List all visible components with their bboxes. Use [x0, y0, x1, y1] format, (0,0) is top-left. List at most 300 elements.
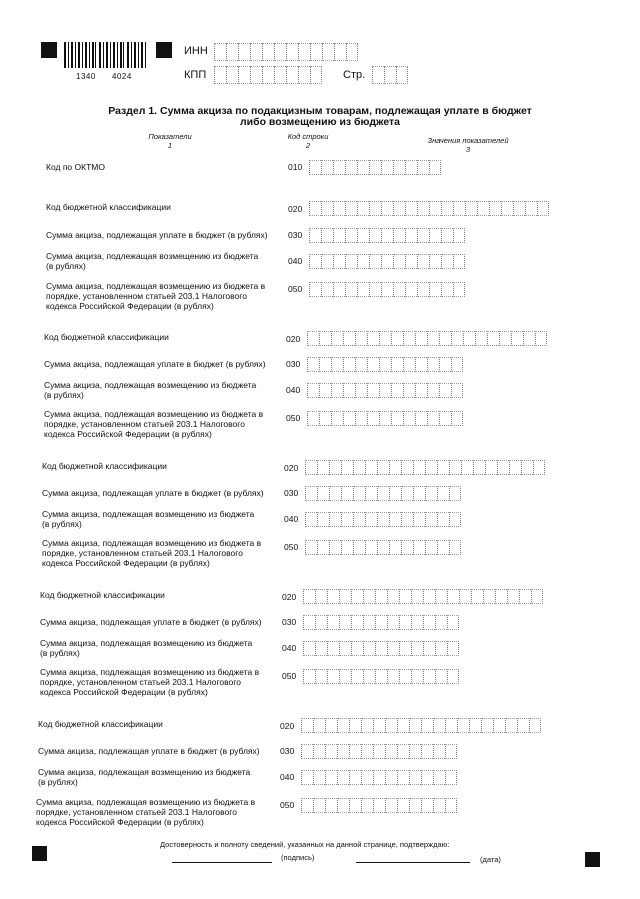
entry-cell[interactable] [319, 383, 331, 398]
entry-cell[interactable] [475, 331, 487, 346]
kbk-field[interactable] [307, 331, 547, 346]
entry-cell[interactable] [303, 641, 315, 656]
entry-cell[interactable] [369, 201, 381, 216]
entry-cell[interactable] [439, 411, 451, 426]
entry-cell[interactable] [525, 201, 537, 216]
entry-cell[interactable] [349, 798, 361, 813]
entry-cell[interactable] [331, 331, 343, 346]
entry-cell[interactable] [429, 254, 441, 269]
entry-cell[interactable] [369, 160, 381, 175]
tax-refund-203-field[interactable] [303, 669, 459, 684]
entry-cell[interactable] [381, 282, 393, 297]
entry-cell[interactable] [401, 512, 413, 527]
entry-cell[interactable] [319, 411, 331, 426]
entry-cell[interactable] [372, 66, 384, 84]
entry-cell[interactable] [301, 798, 313, 813]
entry-cell[interactable] [321, 282, 333, 297]
entry-cell[interactable] [417, 201, 429, 216]
tax-refund-field[interactable] [307, 383, 463, 398]
entry-cell[interactable] [262, 43, 274, 61]
entry-cell[interactable] [333, 201, 345, 216]
entry-cell[interactable] [489, 201, 501, 216]
entry-cell[interactable] [429, 160, 441, 175]
entry-cell[interactable] [349, 770, 361, 785]
entry-cell[interactable] [309, 201, 321, 216]
entry-cell[interactable] [423, 641, 435, 656]
entry-cell[interactable] [377, 460, 389, 475]
entry-cell[interactable] [389, 460, 401, 475]
entry-cell[interactable] [375, 641, 387, 656]
entry-cell[interactable] [449, 486, 461, 501]
entry-cell[interactable] [305, 460, 317, 475]
entry-cell[interactable] [321, 228, 333, 243]
kbk-field[interactable] [301, 718, 541, 733]
entry-cell[interactable] [403, 411, 415, 426]
entry-cell[interactable] [381, 201, 393, 216]
entry-cell[interactable] [305, 540, 317, 555]
entry-cell[interactable] [274, 66, 286, 84]
entry-cell[interactable] [301, 770, 313, 785]
entry-cell[interactable] [487, 331, 499, 346]
entry-cell[interactable] [393, 254, 405, 269]
entry-cell[interactable] [345, 282, 357, 297]
entry-cell[interactable] [315, 615, 327, 630]
entry-cell[interactable] [343, 383, 355, 398]
kbk-field[interactable] [303, 589, 543, 604]
entry-cell[interactable] [427, 331, 439, 346]
entry-cell[interactable] [357, 282, 369, 297]
entry-cell[interactable] [357, 254, 369, 269]
entry-cell[interactable] [369, 282, 381, 297]
entry-cell[interactable] [313, 770, 325, 785]
tax-payable-field[interactable] [309, 228, 465, 243]
entry-cell[interactable] [415, 357, 427, 372]
entry-cell[interactable] [453, 228, 465, 243]
entry-cell[interactable] [513, 201, 525, 216]
entry-cell[interactable] [457, 718, 469, 733]
entry-cell[interactable] [333, 228, 345, 243]
entry-cell[interactable] [301, 718, 313, 733]
entry-cell[interactable] [373, 798, 385, 813]
entry-cell[interactable] [397, 798, 409, 813]
entry-cell[interactable] [238, 43, 250, 61]
entry-cell[interactable] [337, 744, 349, 759]
entry-cell[interactable] [439, 331, 451, 346]
entry-cell[interactable] [537, 201, 549, 216]
tax-refund-field[interactable] [305, 512, 461, 527]
entry-cell[interactable] [521, 460, 533, 475]
entry-cell[interactable] [319, 357, 331, 372]
entry-cell[interactable] [481, 718, 493, 733]
entry-cell[interactable] [333, 160, 345, 175]
entry-cell[interactable] [353, 540, 365, 555]
entry-cell[interactable] [447, 589, 459, 604]
entry-cell[interactable] [433, 744, 445, 759]
entry-cell[interactable] [361, 718, 373, 733]
entry-cell[interactable] [337, 798, 349, 813]
entry-cell[interactable] [379, 383, 391, 398]
entry-cell[interactable] [327, 641, 339, 656]
entry-cell[interactable] [421, 718, 433, 733]
entry-cell[interactable] [391, 411, 403, 426]
entry-cell[interactable] [385, 798, 397, 813]
entry-cell[interactable] [417, 160, 429, 175]
entry-cell[interactable] [517, 718, 529, 733]
entry-cell[interactable] [511, 331, 523, 346]
entry-cell[interactable] [409, 798, 421, 813]
entry-cell[interactable] [361, 744, 373, 759]
entry-cell[interactable] [437, 486, 449, 501]
entry-cell[interactable] [303, 589, 315, 604]
entry-cell[interactable] [423, 669, 435, 684]
oktmo-field[interactable] [309, 160, 441, 175]
entry-cell[interactable] [303, 669, 315, 684]
entry-cell[interactable] [417, 254, 429, 269]
entry-cell[interactable] [433, 718, 445, 733]
entry-cell[interactable] [409, 744, 421, 759]
entry-cell[interactable] [365, 486, 377, 501]
entry-cell[interactable] [396, 66, 408, 84]
entry-cell[interactable] [421, 770, 433, 785]
entry-cell[interactable] [313, 718, 325, 733]
entry-cell[interactable] [384, 66, 396, 84]
entry-cell[interactable] [377, 486, 389, 501]
entry-cell[interactable] [433, 770, 445, 785]
entry-cell[interactable] [401, 486, 413, 501]
entry-cell[interactable] [447, 615, 459, 630]
entry-cell[interactable] [369, 228, 381, 243]
entry-cell[interactable] [437, 540, 449, 555]
entry-cell[interactable] [387, 589, 399, 604]
entry-cell[interactable] [355, 411, 367, 426]
entry-cell[interactable] [365, 512, 377, 527]
entry-cell[interactable] [349, 718, 361, 733]
entry-cell[interactable] [453, 201, 465, 216]
kbk-field[interactable] [309, 201, 549, 216]
entry-cell[interactable] [238, 66, 250, 84]
entry-cell[interactable] [329, 512, 341, 527]
tax-refund-203-field[interactable] [305, 540, 461, 555]
entry-cell[interactable] [317, 512, 329, 527]
entry-cell[interactable] [361, 798, 373, 813]
entry-cell[interactable] [310, 43, 322, 61]
entry-cell[interactable] [298, 66, 310, 84]
entry-cell[interactable] [307, 383, 319, 398]
entry-cell[interactable] [339, 669, 351, 684]
entry-cell[interactable] [405, 282, 417, 297]
entry-cell[interactable] [327, 589, 339, 604]
entry-cell[interactable] [451, 357, 463, 372]
entry-cell[interactable] [451, 383, 463, 398]
entry-cell[interactable] [317, 460, 329, 475]
entry-cell[interactable] [309, 282, 321, 297]
entry-cell[interactable] [423, 615, 435, 630]
entry-cell[interactable] [379, 331, 391, 346]
entry-cell[interactable] [449, 460, 461, 475]
entry-cell[interactable] [425, 540, 437, 555]
entry-cell[interactable] [313, 744, 325, 759]
entry-cell[interactable] [381, 160, 393, 175]
entry-cell[interactable] [529, 718, 541, 733]
entry-cell[interactable] [333, 254, 345, 269]
entry-cell[interactable] [367, 383, 379, 398]
entry-cell[interactable] [445, 718, 457, 733]
tax-payable-field[interactable] [303, 615, 459, 630]
entry-cell[interactable] [309, 228, 321, 243]
entry-cell[interactable] [373, 718, 385, 733]
entry-cell[interactable] [459, 589, 471, 604]
entry-cell[interactable] [535, 331, 547, 346]
entry-cell[interactable] [353, 460, 365, 475]
entry-cell[interactable] [439, 357, 451, 372]
entry-cell[interactable] [363, 669, 375, 684]
entry-cell[interactable] [397, 718, 409, 733]
entry-cell[interactable] [399, 589, 411, 604]
entry-cell[interactable] [435, 615, 447, 630]
entry-cell[interactable] [411, 669, 423, 684]
entry-cell[interactable] [403, 331, 415, 346]
entry-cell[interactable] [533, 460, 545, 475]
entry-cell[interactable] [439, 383, 451, 398]
entry-cell[interactable] [298, 43, 310, 61]
entry-cell[interactable] [379, 357, 391, 372]
entry-cell[interactable] [379, 411, 391, 426]
entry-cell[interactable] [493, 718, 505, 733]
entry-cell[interactable] [421, 744, 433, 759]
entry-cell[interactable] [329, 540, 341, 555]
entry-cell[interactable] [349, 744, 361, 759]
entry-cell[interactable] [343, 357, 355, 372]
entry-cell[interactable] [441, 254, 453, 269]
entry-cell[interactable] [415, 383, 427, 398]
entry-cell[interactable] [310, 66, 322, 84]
entry-cell[interactable] [391, 357, 403, 372]
entry-cell[interactable] [353, 512, 365, 527]
entry-cell[interactable] [226, 66, 238, 84]
entry-cell[interactable] [441, 228, 453, 243]
entry-cell[interactable] [331, 411, 343, 426]
entry-cell[interactable] [322, 43, 334, 61]
entry-cell[interactable] [405, 254, 417, 269]
entry-cell[interactable] [339, 589, 351, 604]
inn-field[interactable] [214, 43, 358, 61]
entry-cell[interactable] [411, 615, 423, 630]
entry-cell[interactable] [385, 744, 397, 759]
entry-cell[interactable] [363, 641, 375, 656]
entry-cell[interactable] [463, 331, 475, 346]
entry-cell[interactable] [405, 228, 417, 243]
entry-cell[interactable] [391, 331, 403, 346]
signature-line[interactable] [172, 862, 272, 863]
entry-cell[interactable] [337, 718, 349, 733]
entry-cell[interactable] [274, 43, 286, 61]
tax-payable-field[interactable] [307, 357, 463, 372]
entry-cell[interactable] [214, 66, 226, 84]
entry-cell[interactable] [427, 383, 439, 398]
entry-cell[interactable] [327, 615, 339, 630]
tax-refund-field[interactable] [301, 770, 457, 785]
entry-cell[interactable] [377, 540, 389, 555]
entry-cell[interactable] [373, 744, 385, 759]
entry-cell[interactable] [509, 460, 521, 475]
entry-cell[interactable] [331, 383, 343, 398]
entry-cell[interactable] [325, 744, 337, 759]
entry-cell[interactable] [345, 160, 357, 175]
entry-cell[interactable] [393, 228, 405, 243]
entry-cell[interactable] [334, 43, 346, 61]
entry-cell[interactable] [365, 460, 377, 475]
entry-cell[interactable] [365, 540, 377, 555]
entry-cell[interactable] [469, 718, 481, 733]
entry-cell[interactable] [361, 770, 373, 785]
entry-cell[interactable] [451, 331, 463, 346]
entry-cell[interactable] [351, 641, 363, 656]
entry-cell[interactable] [341, 460, 353, 475]
entry-cell[interactable] [461, 460, 473, 475]
entry-cell[interactable] [377, 512, 389, 527]
entry-cell[interactable] [477, 201, 489, 216]
page-number-field[interactable] [372, 66, 408, 84]
entry-cell[interactable] [417, 228, 429, 243]
entry-cell[interactable] [262, 66, 274, 84]
entry-cell[interactable] [345, 254, 357, 269]
entry-cell[interactable] [531, 589, 543, 604]
entry-cell[interactable] [346, 43, 358, 61]
entry-cell[interactable] [351, 589, 363, 604]
entry-cell[interactable] [313, 798, 325, 813]
entry-cell[interactable] [403, 383, 415, 398]
entry-cell[interactable] [375, 669, 387, 684]
entry-cell[interactable] [429, 201, 441, 216]
entry-cell[interactable] [387, 641, 399, 656]
entry-cell[interactable] [427, 411, 439, 426]
entry-cell[interactable] [399, 615, 411, 630]
entry-cell[interactable] [401, 460, 413, 475]
entry-cell[interactable] [355, 357, 367, 372]
entry-cell[interactable] [447, 641, 459, 656]
tax-refund-203-field[interactable] [301, 798, 457, 813]
entry-cell[interactable] [391, 383, 403, 398]
entry-cell[interactable] [415, 331, 427, 346]
entry-cell[interactable] [339, 641, 351, 656]
entry-cell[interactable] [499, 331, 511, 346]
entry-cell[interactable] [325, 718, 337, 733]
entry-cell[interactable] [343, 411, 355, 426]
entry-cell[interactable] [413, 540, 425, 555]
entry-cell[interactable] [409, 718, 421, 733]
entry-cell[interactable] [399, 641, 411, 656]
entry-cell[interactable] [505, 718, 517, 733]
entry-cell[interactable] [367, 357, 379, 372]
entry-cell[interactable] [337, 770, 349, 785]
entry-cell[interactable] [315, 641, 327, 656]
entry-cell[interactable] [437, 460, 449, 475]
tax-refund-field[interactable] [303, 641, 459, 656]
entry-cell[interactable] [331, 357, 343, 372]
entry-cell[interactable] [435, 641, 447, 656]
entry-cell[interactable] [341, 512, 353, 527]
entry-cell[interactable] [369, 254, 381, 269]
entry-cell[interactable] [397, 770, 409, 785]
entry-cell[interactable] [355, 383, 367, 398]
entry-cell[interactable] [303, 615, 315, 630]
tax-refund-203-field[interactable] [309, 282, 465, 297]
entry-cell[interactable] [345, 201, 357, 216]
tax-refund-203-field[interactable] [307, 411, 463, 426]
entry-cell[interactable] [441, 201, 453, 216]
entry-cell[interactable] [397, 744, 409, 759]
entry-cell[interactable] [415, 411, 427, 426]
entry-cell[interactable] [519, 589, 531, 604]
entry-cell[interactable] [309, 160, 321, 175]
kbk-field[interactable] [305, 460, 545, 475]
entry-cell[interactable] [413, 486, 425, 501]
entry-cell[interactable] [315, 669, 327, 684]
entry-cell[interactable] [345, 228, 357, 243]
entry-cell[interactable] [214, 43, 226, 61]
entry-cell[interactable] [449, 512, 461, 527]
entry-cell[interactable] [423, 589, 435, 604]
entry-cell[interactable] [301, 744, 313, 759]
entry-cell[interactable] [435, 669, 447, 684]
entry-cell[interactable] [321, 254, 333, 269]
entry-cell[interactable] [485, 460, 497, 475]
entry-cell[interactable] [433, 798, 445, 813]
entry-cell[interactable] [385, 718, 397, 733]
entry-cell[interactable] [357, 201, 369, 216]
entry-cell[interactable] [507, 589, 519, 604]
kpp-field[interactable] [214, 66, 322, 84]
entry-cell[interactable] [387, 615, 399, 630]
entry-cell[interactable] [250, 66, 262, 84]
tax-payable-field[interactable] [301, 744, 457, 759]
entry-cell[interactable] [226, 43, 238, 61]
entry-cell[interactable] [411, 641, 423, 656]
entry-cell[interactable] [286, 66, 298, 84]
entry-cell[interactable] [363, 615, 375, 630]
entry-cell[interactable] [355, 331, 367, 346]
entry-cell[interactable] [435, 589, 447, 604]
entry-cell[interactable] [411, 589, 423, 604]
entry-cell[interactable] [357, 228, 369, 243]
entry-cell[interactable] [307, 411, 319, 426]
entry-cell[interactable] [497, 460, 509, 475]
entry-cell[interactable] [403, 357, 415, 372]
entry-cell[interactable] [387, 669, 399, 684]
entry-cell[interactable] [429, 228, 441, 243]
entry-cell[interactable] [393, 160, 405, 175]
entry-cell[interactable] [367, 411, 379, 426]
tax-payable-field[interactable] [305, 486, 461, 501]
date-line[interactable] [356, 862, 470, 863]
entry-cell[interactable] [325, 798, 337, 813]
entry-cell[interactable] [389, 540, 401, 555]
entry-cell[interactable] [327, 669, 339, 684]
entry-cell[interactable] [449, 540, 461, 555]
entry-cell[interactable] [427, 357, 439, 372]
entry-cell[interactable] [381, 254, 393, 269]
entry-cell[interactable] [375, 615, 387, 630]
entry-cell[interactable] [495, 589, 507, 604]
entry-cell[interactable] [317, 486, 329, 501]
entry-cell[interactable] [437, 512, 449, 527]
entry-cell[interactable] [333, 282, 345, 297]
entry-cell[interactable] [329, 460, 341, 475]
entry-cell[interactable] [465, 201, 477, 216]
entry-cell[interactable] [421, 798, 433, 813]
entry-cell[interactable] [319, 331, 331, 346]
entry-cell[interactable] [351, 669, 363, 684]
